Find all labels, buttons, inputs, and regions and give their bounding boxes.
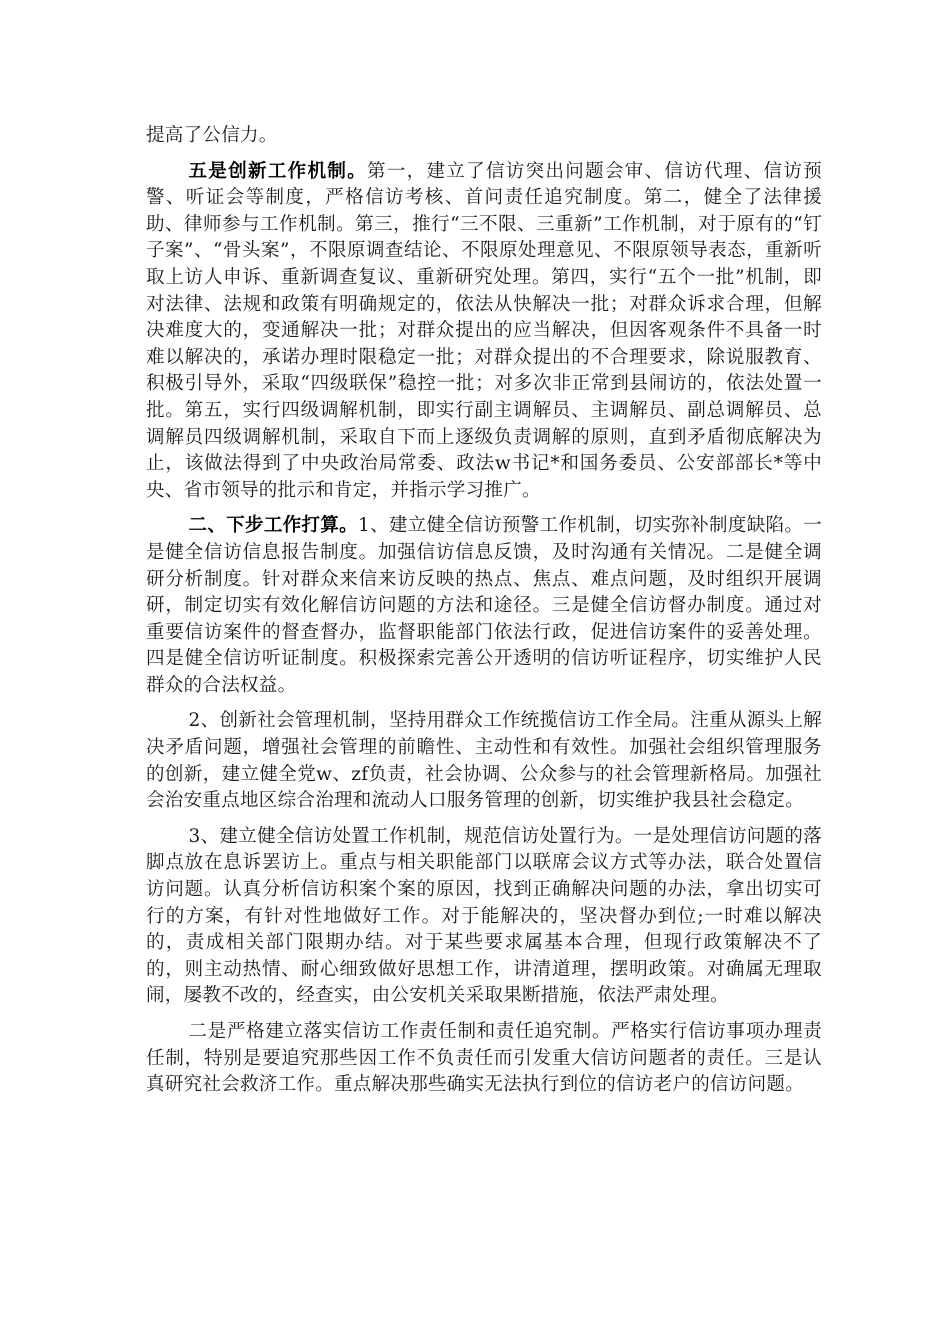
- paragraph-continuation: [146, 123, 822, 150]
- section-heading-next-steps: 二、下步工作打算。: [188, 515, 359, 537]
- document-page: [146, 123, 822, 1108]
- paragraph-text: 第一，建立了信访突出问题会审、信访代理、信访预警、听证会等制度，严格信访考核、首问责任追究制度。第二，健全了法律援助、律师参与工作机制。第三，推行“三不限、三重新”工作机制，对于原有的“钉子案”、“骨头案”，不限原调查结论、不限原处理意见、不限原领导表态，重新听取上访人申诉、重新调查复议、重新研究处理。第四，实行“五个一批”机制，即对法律、法规和政策有明确规定的，依法从快解决一批；对群众诉求合理，但解决难度大的，变通解决一批；对群众提出的应当解决，但因客观条件不具备一时难以解决的，承诺办理时限稳定一批；对群众提出的不合理要求，除说服教育、积极引导外，采取“四级联保”稳控一批；对多次非正常到县闹访的，依法处置一批。第五，实行四级调解机制，即实行副主调解员、主调解员、副总调解员、总调解员四级调解机制，采取自下而上逐级负责调解的原则，直到矛盾彻底解决为止，该做法得到了中央政治局常委、政法w书记*和国务委员、公安部部长*等中央、省市领导的批示和肯定，并指示学习推广。: [146, 160, 823, 501]
- paragraph-text: 提高了公信力。: [146, 125, 278, 146]
- paragraph-text: 二是严格建立落实信访工作责任制和责任追究制。严格实行信访事项办理责任制，特别是要追究那些因工作不负责任而引发重大信访问题者的责任。三是认真研究社会救济工作。重点解决那些确实无法执行到位的信访老户的信访问题。: [146, 1021, 822, 1096]
- paragraph-next-steps: [146, 513, 822, 699]
- paragraph-handling-mechanism: [146, 824, 822, 1010]
- paragraph-text: 2、创新社会管理机制，坚持用群众工作统揽信访工作全局。注重从源头上解决矛盾问题，增强社会管理的前瞻性、主动性和有效性。加强社会组织管理服务的创新，建立健全党w、zf负责，社会协调、公众参与的社会管理新格局。加强社会治安重点地区综合治理和流动人口服务管理的创新，切实维护我县社会稳定。: [146, 710, 822, 812]
- paragraph-social-management: [146, 708, 822, 814]
- paragraph-lead-heading: 五是创新工作机制。: [188, 160, 367, 182]
- paragraph-text: 3、建立健全信访处置工作机制，规范信访处置行为。一是处理信访问题的落脚点放在息诉罢访上。重点与相关职能部门以联席会议方式等办法，联合处置信访问题。认真分析信访积案个案的原因，找到正确解决问题的办法，拿出切实可行的方案，有针对性地做好工作。对于能解决的，坚决督办到位;一时难以解决的，责成相关部门限期办结。对于某些要求属基本合理，但现行政策解决不了的，则主动热情、耐心细致做好思想工作，讲清道理，摆明政策。对确属无理取闹，屡教不改的，经查实，由公安机关采取果断措施，依法严肃处理。: [146, 825, 822, 1007]
- paragraph-responsibility-system: [146, 1019, 822, 1099]
- paragraph-innovation-mechanism: [146, 159, 822, 505]
- paragraph-text: 1、建立健全信访预警工作机制，切实弥补制度缺陷。一是健全信访信息报告制度。加强信访信息反馈，及时沟通有关情况。二是健全调研分析制度。针对群众来信来访反映的热点、焦点、难点问题，及时组织开展调研，制定切实有效化解信访问题的方法和途径。三是健全信访督办制度。通过对重要信访案件的督查督办，监督职能部门依法行政，促进信访案件的妥善处理。四是健全信访听证制度。积极探索完善公开透明的信访听证程序，切实维护人民群众的合法权益。: [146, 515, 822, 696]
